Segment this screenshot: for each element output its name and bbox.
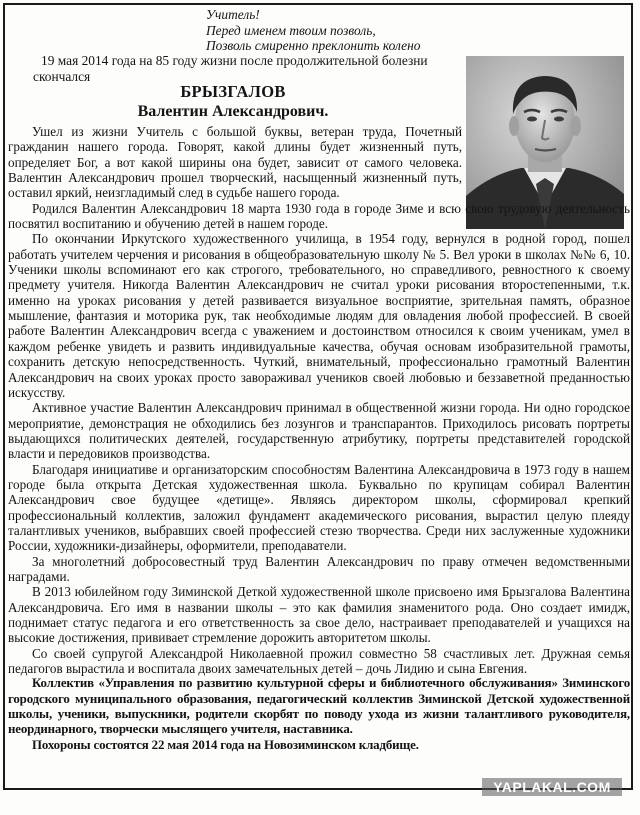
site-watermark: YAPLAKAL.COM xyxy=(482,778,622,796)
poem-line-3: Позволь смиренно преклонить колено xyxy=(206,38,421,53)
paragraph-1: Ушел из жизни Учитель с большой буквы, ветеран труда, Почетный гражданин нашего города. Говорят, какой длины будет жизненный путь, определяет Бог, а вот какой ширины она будет, зависит от самого человека. Валентин Александрович прошел творческий, насыщенный жизненный путь, оставил яркий, неизгладимый след в судьбе нашего города. xyxy=(8,124,462,201)
given-name: Валентин Александрович. xyxy=(137,103,329,120)
name-heading xyxy=(108,82,358,121)
paragraph-6: За многолетний добросовестный труд Валентин Александрович по праву отмечен ведомственными наградами. xyxy=(8,553,630,584)
funeral-notice: Похороны состоятся 22 мая 2014 года на Новозиминском кладбище. xyxy=(32,737,419,752)
announcement-line-2: скончался xyxy=(33,68,91,84)
paragraph-7: В 2013 юбилейном году Зиминской Деткой художественной школе присвоено имя Брызгалова Валентина Александровича. Его имя в названии школы – это как фамилия знаменитого рода. Оно создает имидж, поднимает статус педагога и его ответственность за свое дело, настраивает преподавателей и учащихся на высокие достижения, прививает стремление дорожить авторитетом школы. xyxy=(8,584,630,646)
surname: БРЫЗГАЛОВ xyxy=(180,82,286,101)
announcement-line-1: 19 мая 2014 года на 85 году жизни после продолжительной болезни xyxy=(41,53,428,68)
death-announcement xyxy=(8,53,458,84)
poem-line-1: Учитель! xyxy=(206,7,260,22)
paragraph-4: Активное участие Валентин Александрович принимал в общественной жизни города. Ни одно городское мероприятие, демонстрация не обходились без лозунгов и транспарантов. Приходилось рисовать портреты выдающихся политических деятелей, государственную атрибутику, портреты представителей городской власти и передовиков производства. xyxy=(8,400,630,462)
paragraph-8: Со своей супругой Александрой Николаевной прожил совместно 58 счастливых лет. Дружная семья педагогов вырастила и воспитала двоих замечательных детей – дочь Лидию и сына Евгения. xyxy=(8,645,630,677)
condolences-paragraph: Коллектив «Управления по развитию культурной сферы и библиотечного обслуживания» Зиминского городского муниципального образования, педагогический коллектив Зиминской Детской художественной школы, ученики, выпускники, родители скорбят по поводу ухода из жизни талантливого руководителя, неординарного, творчески мыслящего учителя, наставника. xyxy=(8,676,630,737)
paragraph-2: Родился Валентин Александрович 18 марта 1930 года в городе Зиме и всю свою трудовую деятельность посвятил воспитанию и обучению детей в нашем городе. xyxy=(8,200,630,232)
poem-line-2: Перед именем твоим позволь, xyxy=(206,22,376,38)
obituary-body xyxy=(8,124,630,753)
paragraph-3: По окончании Иркутского художественного училища, в 1954 году, вернулся в родной город, пошел работать учителем черчения и рисования в общеобразовательную школу № 5. Вел уроки в школах №№ 6, 10. Ученики школы вспоминают его как строгого, требовательного, но справедливого, ревностного к своему предмету учителя. Никогда Валентин Александрович не считал уроки рисования второстепенными, т.к. именно на уроках рисования у детей развивается визуальное восприятие, зрительная память, образное мышление, фантазия и моторика рук, так необходимые людям для овладения любой профессией. В своей работе Валентин Александрович всегда с уважением и достоинством относился к своим ученикам, умел в каждом ребенке увидеть и развить индивидуальные качества, обучая основам изобразительной грамоты, сохранить детскую непосредственность. Чуткий, внимательный, профессионально грамотный Валентин Александрович на своих уроках просто завораживал учеников своей любовью и беззаветной преданностью искусству. xyxy=(8,231,630,400)
epigraph-poem xyxy=(206,7,466,54)
paragraph-5: Благодаря инициативе и организаторским способностям Валентина Александровича в 1973 году в нашем городе была открыта Детская художественная школа. Буквально по крупицам собирал Валентин Александрович свое будущее «детище». Являясь директором школы, сформировал крепкий профессиональный коллектив, заложил фундамент академического рисования, вырастил целую плеяду талантливых учеников, выбравших своей профессией стезю творчества. Среди них заслуженные художники России, художники-дизайнеры, оформители, преподаватели. xyxy=(8,461,630,554)
